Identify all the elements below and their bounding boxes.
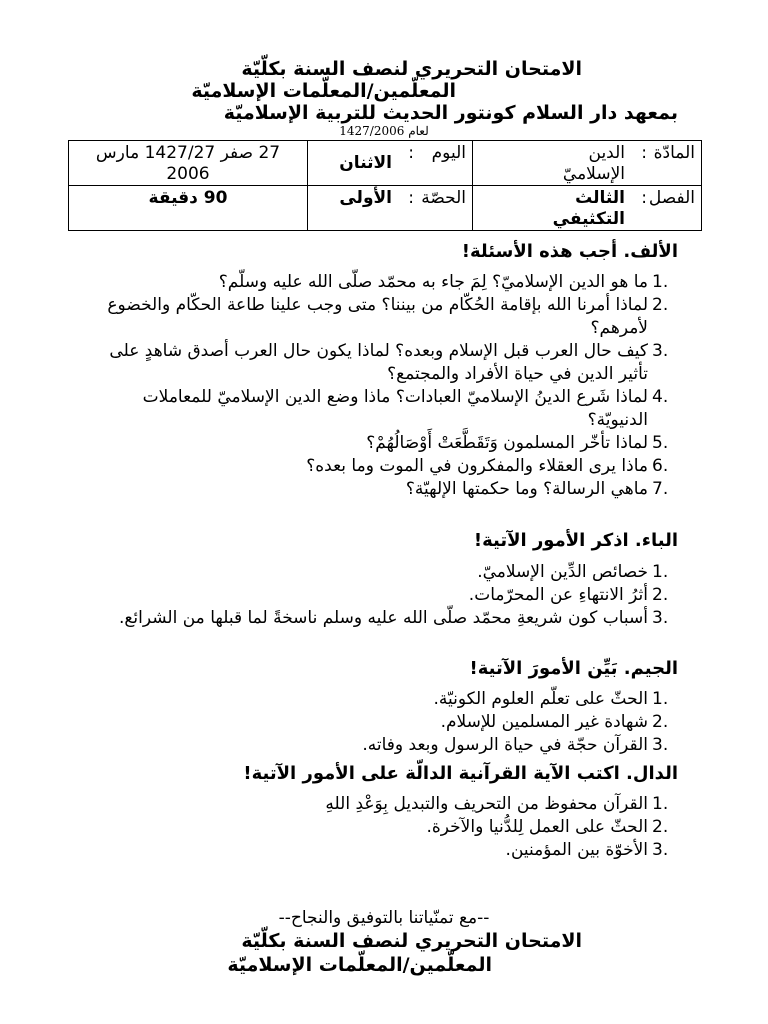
list-item: 3. القرآن حجّة في حياة الرسول وبعد وفاته.: [362, 735, 669, 755]
list-item: 1. القرآن محفوظ من التحريف والتبديل بِوَعْدِ اللهِ: [325, 794, 669, 814]
section-alif-title: الألف. أجب هذه الأسئلة!: [461, 241, 678, 262]
section-dal-title: الدال. اكتب الآية القرآنية الدالّة على الأمور الآتية!: [243, 763, 678, 784]
list-item: 7. ماهي الرسالة؟ وما حكمتها الإلهيّة؟: [405, 479, 669, 499]
list-item: 1. الحثّ على تعلّم العلوم الكونيّة.: [433, 689, 669, 709]
footer-line-1: الامتحان التحريري لنصف السنة بكلّيّة: [241, 930, 582, 952]
list-item: 2. لماذا أمرنا الله بإقامة الحُكّام من بيننا؟ متى وجب علينا طاعة الحكّام والخضوع لأمرهم؟: [107, 295, 669, 338]
footer-line-2: المعلّمين/المعلّمات الإسلاميّة: [227, 954, 492, 976]
class-label: الفصل: [648, 188, 695, 208]
subject-colon: :: [641, 143, 647, 163]
list-item: 3. كيف حال العرب قبل الإسلام وبعده؟ لماذا يكون حال العرب أصدق شاهدٍ على تأثير الدين في حياة الأفراد والمجتمع؟: [109, 341, 669, 384]
day-colon: :: [408, 143, 414, 163]
closing-wishes: --مع تمنّياتنا بالتوفيق والنجاح--: [278, 908, 490, 928]
list-item: 3. الأخوّة بين المؤمنين.: [505, 840, 669, 860]
exam-year: لعام 1427/2006: [339, 124, 429, 138]
list-item: 3. أسباب كون شريعةِ محمّد صلّى الله عليه وسلم ناسخةً لما قبلها من الشرائع.: [118, 608, 669, 628]
session-value: الأولى: [339, 188, 392, 208]
header-line-3: بمعهد دار السلام كونتور الحديث للتربية الإسلاميّة: [223, 102, 678, 124]
subject-value: الدين الإسلاميّ: [562, 143, 625, 184]
section-dal-list: [88, 793, 680, 862]
section-jim-list: [88, 688, 680, 757]
subject-label: المادّة: [653, 143, 695, 163]
list-item: 6. ماذا يرى العقلاء والمفكرون في الموت وما بعده؟: [306, 456, 669, 476]
class-colon: :: [641, 188, 647, 208]
list-item: 1. خصائص الدِّين الإسلاميّ.: [477, 562, 669, 582]
section-ba-title: الباء. اذكر الأمور الآتية!: [473, 530, 678, 551]
list-item: 2. شهادة غير المسلمين للإسلام.: [440, 712, 669, 732]
section-alif-list: [88, 271, 680, 501]
list-item: 1. ما هو الدين الإسلاميّ؟ لِمَ جاء به محمّد صلّى الله عليه وسلّم؟: [218, 272, 669, 292]
session-colon: :: [408, 188, 414, 208]
header-line-2: المعلّمين/المعلّمات الإسلاميّة: [191, 80, 456, 102]
class-value: الثالث التكثيفي: [552, 188, 625, 229]
list-item: 5. لماذا تأخّر المسلمون وَتَقَطَّعَتْ أَوْصَالُهُمْ؟: [366, 433, 669, 453]
list-item: 2. أثرُ الانتهاءِ عن المحرّمات.: [468, 585, 669, 605]
list-item: 2. الحثّ على العمل لِلدُّنيا والآخرة.: [426, 817, 669, 837]
duration-value: 90 دقيقة: [148, 188, 228, 208]
header-line-1: الامتحان التحريري لنصف السنة بكلّيّة: [241, 58, 582, 80]
day-label: اليوم: [431, 143, 466, 163]
day-value: الاثنان: [339, 153, 392, 173]
date-value: 27 صفر 1427/27 مارس 2006: [95, 143, 281, 184]
section-jim-title: الجيم. بَيِّن الأمورَ الآتية!: [469, 658, 678, 679]
list-item: 4. لماذا شَرع الدينُ الإسلاميّ العبادات؟ ماذا وضع الدين الإسلاميّ للمعاملات الدنيويّة؟: [142, 387, 669, 430]
section-ba-list: [68, 561, 680, 630]
exam-info-table: [68, 140, 702, 231]
session-label: الحصّة: [421, 188, 466, 208]
